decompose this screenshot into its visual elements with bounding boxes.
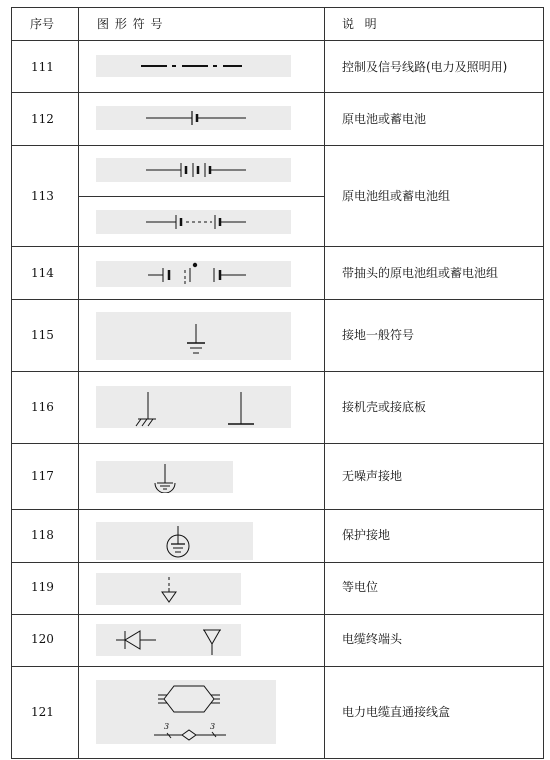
protective-ground-icon	[96, 522, 253, 560]
cable-splice-box-icon	[96, 680, 276, 744]
row-no-115: 115	[31, 328, 54, 342]
symbol-120	[96, 624, 241, 656]
symbol-116	[96, 386, 291, 428]
symbol-114	[96, 261, 291, 287]
row-no-120: 120	[31, 632, 54, 646]
row-no-118: 118	[31, 528, 54, 542]
row-desc-112: 原电池或蓄电池	[342, 112, 427, 126]
dash-dot-line-icon	[96, 55, 291, 77]
row-desc-117: 无噪声接地	[342, 469, 403, 483]
chassis-ground-icon	[96, 386, 291, 428]
symbol-table	[11, 7, 544, 759]
symbol-118	[96, 522, 253, 560]
row-desc-120: 电缆终端头	[342, 632, 403, 646]
row-desc-118: 保护接地	[342, 528, 391, 542]
splice-label-right: 3	[210, 722, 216, 731]
battery-bank-dashed-icon	[96, 210, 291, 234]
row-desc-119: 等电位	[342, 580, 379, 594]
header-no: 序号	[30, 17, 55, 31]
header-symbol: 图 形 符 号	[97, 17, 164, 31]
symbol-113-b	[96, 210, 291, 234]
row-no-117: 117	[31, 469, 54, 483]
row-desc-116: 接机壳或接底板	[342, 400, 427, 414]
row-desc-111: 控制及信号线路(电力及照明用)	[342, 60, 508, 74]
row-desc-114: 带抽头的原电池组或蓄电池组	[342, 266, 499, 280]
single-cell-battery-icon	[96, 106, 291, 130]
cable-termination-icon	[96, 624, 241, 656]
symbol-111	[96, 55, 291, 77]
symbol-115	[96, 312, 291, 360]
symbol-117	[96, 461, 233, 493]
row-no-111: 111	[31, 60, 54, 74]
row-no-114: 114	[31, 266, 54, 280]
row-no-116: 116	[31, 400, 54, 414]
battery-bank-icon	[96, 158, 291, 182]
equipotential-icon	[96, 573, 241, 605]
row-no-112: 112	[31, 112, 54, 126]
tapped-battery-icon	[96, 261, 291, 287]
symbol-121	[96, 680, 276, 744]
splice-label-left: 3	[164, 722, 170, 731]
row-desc-121: 电力电缆直通接线盒	[342, 705, 451, 719]
row-no-121: 121	[31, 705, 54, 719]
earth-ground-icon	[96, 312, 291, 360]
header-description: 说 明	[342, 17, 378, 31]
row-no-113: 113	[31, 189, 54, 203]
symbol-113-a	[96, 158, 291, 182]
row-no-119: 119	[31, 580, 54, 594]
row-desc-115: 接地一般符号	[342, 328, 415, 342]
noiseless-ground-icon	[96, 461, 233, 493]
symbol-119	[96, 573, 241, 605]
symbol-112	[96, 106, 291, 130]
row-desc-113: 原电池组或蓄电池组	[342, 189, 451, 203]
